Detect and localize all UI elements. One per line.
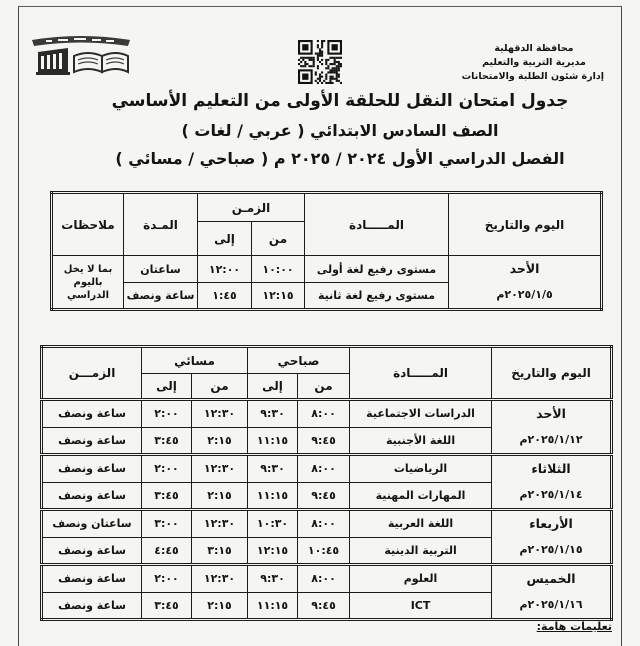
qr-module <box>325 78 327 80</box>
evening-from-cell: ٢:١٥ <box>192 482 248 510</box>
qr-module <box>325 82 327 84</box>
qr-module <box>338 65 340 67</box>
qr-module <box>321 55 323 57</box>
qr-module <box>304 65 306 67</box>
table-row <box>52 256 602 283</box>
subject-cell: ICT <box>350 592 492 620</box>
qr-module <box>302 65 304 67</box>
header-to: إلى <box>198 222 252 256</box>
duration-cell: ساعة ونصف <box>42 455 142 483</box>
qr-module <box>340 65 342 67</box>
term-subtitle: الفصل الدراسي الأول ٢٠٢٤ / ٢٠٢٥ م ( صباحي / مسائي ) <box>115 149 565 168</box>
qr-module <box>321 53 323 55</box>
high-level-exam-table <box>50 191 603 311</box>
qr-module <box>317 59 319 61</box>
qr-module <box>336 61 338 63</box>
qr-module <box>321 59 323 61</box>
qr-module <box>313 65 315 67</box>
qr-module <box>315 71 317 73</box>
table-row <box>42 455 612 483</box>
morning-to-cell: ١٠:٣٠ <box>248 510 298 538</box>
header-morning: صباحي <box>248 347 350 374</box>
day-date: ٢٠٢٥/١/١٢م <box>519 433 583 446</box>
morning-from-cell: ٩:٤٥ <box>298 427 350 455</box>
qr-module <box>298 59 300 61</box>
qr-module <box>329 69 331 71</box>
header-day-date: اليوم والتاريخ <box>449 193 602 256</box>
duration-cell: ساعة ونصف <box>42 400 142 428</box>
day-date: ٢٠٢٥/١/١٥م <box>519 543 583 556</box>
header-duration: الزمـــن <box>42 347 142 400</box>
morning-from-cell: ٩:٤٥ <box>298 592 350 620</box>
day-cell <box>492 400 612 455</box>
morning-to-cell: ١٢:١٥ <box>248 537 298 565</box>
qr-module <box>321 63 323 65</box>
evening-from-cell: ٢:١٥ <box>192 592 248 620</box>
qr-module <box>323 80 325 82</box>
table-row <box>42 565 612 593</box>
qr-module <box>300 61 302 63</box>
notes-cell: بما لا يخل باليوم الدراسي <box>52 256 124 310</box>
header-morning-to: إلى <box>248 374 298 400</box>
evening-from-cell: ٣:١٥ <box>192 537 248 565</box>
qr-module <box>332 71 334 73</box>
duration-cell: ساعة ونصف <box>42 427 142 455</box>
morning-to-cell: ١١:١٥ <box>248 592 298 620</box>
duration-cell: ساعة ونصف <box>42 482 142 510</box>
qr-module <box>315 53 317 55</box>
qr-module <box>336 67 338 69</box>
qr-module <box>317 40 319 42</box>
day-cell <box>449 256 602 310</box>
qr-module <box>317 78 319 80</box>
from-cell: ١٢:١٥ <box>252 283 305 310</box>
qr-module <box>308 57 310 59</box>
evening-to-cell: ٣:٤٥ <box>142 427 192 455</box>
qr-module <box>334 69 336 71</box>
qr-module <box>300 57 302 59</box>
qr-module <box>317 44 319 46</box>
qr-module <box>329 76 331 78</box>
qr-module <box>321 44 323 46</box>
qr-module <box>317 67 319 69</box>
qr-module <box>317 82 319 84</box>
duration-cell: ساعة ونصف <box>42 592 142 620</box>
qr-module <box>334 59 336 61</box>
day-name: الأربعاء <box>529 516 573 531</box>
header-morning-from: من <box>298 374 350 400</box>
table-header-row <box>42 347 612 374</box>
qr-module <box>338 69 340 71</box>
qr-module <box>304 63 306 65</box>
qr-module <box>321 40 323 42</box>
qr-module <box>319 61 321 63</box>
qr-module <box>315 80 317 82</box>
qr-module <box>311 59 313 61</box>
day-name: الثلاثاء <box>531 461 571 476</box>
qr-module <box>313 59 315 61</box>
morning-from-cell: ٨:٠٠ <box>298 455 350 483</box>
evening-from-cell: ١٢:٣٠ <box>192 455 248 483</box>
qr-module <box>340 82 342 84</box>
qr-module <box>327 65 329 67</box>
day-date: ٢٠٢٥/١/١٤م <box>519 488 583 501</box>
qr-module <box>317 46 319 48</box>
qr-module <box>336 69 338 71</box>
qr-module <box>302 59 304 61</box>
exam-schedule-table <box>40 345 613 621</box>
governorate-logo-icon <box>28 32 134 78</box>
subject-cell: العلوم <box>350 565 492 593</box>
header-duration: المـدة <box>124 193 198 256</box>
evening-to-cell: ٢:٠٠ <box>142 400 192 428</box>
qr-module <box>304 61 306 63</box>
qr-module <box>327 71 329 73</box>
qr-module <box>321 76 323 78</box>
header-evening-to: إلى <box>142 374 192 400</box>
qr-module <box>332 67 334 69</box>
qr-module <box>313 57 315 59</box>
day-cell <box>492 510 612 565</box>
authority-line: مديرية التربية والتعليم <box>482 57 586 68</box>
qr-module <box>332 76 334 78</box>
qr-module <box>338 57 340 59</box>
qr-module <box>321 46 323 48</box>
qr-module <box>336 71 338 73</box>
qr-module <box>313 61 315 63</box>
qr-module <box>325 67 327 69</box>
qr-module <box>329 80 331 82</box>
evening-to-cell: ٣:٤٥ <box>142 592 192 620</box>
qr-module <box>321 71 323 73</box>
qr-module <box>332 82 334 84</box>
qr-module <box>325 76 327 78</box>
morning-to-cell: ٩:٣٠ <box>248 455 298 483</box>
qr-module <box>332 78 334 80</box>
qr-module <box>327 67 329 69</box>
evening-from-cell: ١٢:٣٠ <box>192 400 248 428</box>
qr-module <box>308 65 310 67</box>
qr-module <box>313 63 315 65</box>
subject-cell: مستوى رفيع لغة ثانية <box>305 283 449 310</box>
qr-module <box>329 78 331 80</box>
morning-to-cell: ١١:١٥ <box>248 482 298 510</box>
evening-to-cell: ٢:٠٠ <box>142 455 192 483</box>
evening-to-cell: ٣:٤٥ <box>142 482 192 510</box>
qr-module <box>334 63 336 65</box>
qr-module <box>336 76 338 78</box>
qr-module <box>325 61 327 63</box>
header-notes: ملاحظات <box>52 193 124 256</box>
duration-cell: ساعتان ونصف <box>42 510 142 538</box>
table-row <box>42 400 612 428</box>
qr-module <box>298 63 300 65</box>
qr-module <box>336 57 338 59</box>
qr-module <box>302 74 308 80</box>
qr-module <box>319 80 321 82</box>
qr-module <box>332 69 334 71</box>
qr-module <box>332 63 334 65</box>
authority-line: إدارة شئون الطلبة والامتحانات <box>461 71 604 82</box>
qr-module <box>338 67 340 69</box>
qr-module <box>334 78 336 80</box>
qr-code-icon <box>298 40 342 84</box>
qr-module <box>319 55 321 57</box>
grade-subtitle: الصف السادس الابتدائي ( عربي / لغات ) <box>181 121 499 140</box>
qr-module <box>321 42 323 44</box>
morning-to-cell: ٩:٣٠ <box>248 565 298 593</box>
morning-from-cell: ٨:٠٠ <box>298 510 350 538</box>
header-time: الزمـن <box>198 193 305 222</box>
qr-module <box>329 71 331 73</box>
morning-from-cell: ٨:٠٠ <box>298 565 350 593</box>
day-name: الأحد <box>509 261 540 276</box>
qr-module <box>317 57 319 59</box>
subject-cell: اللغة العربية <box>350 510 492 538</box>
qr-module <box>311 65 313 67</box>
qr-module <box>336 80 338 82</box>
header-evening: مسائي <box>142 347 248 374</box>
to-cell: ١٢:٠٠ <box>198 256 252 283</box>
qr-module <box>336 74 338 76</box>
qr-module <box>334 61 336 63</box>
qr-module <box>332 57 334 59</box>
qr-module <box>319 74 321 76</box>
qr-module <box>334 71 336 73</box>
duration-cell: ساعة ونصف <box>42 565 142 593</box>
qr-module <box>317 53 319 55</box>
subject-cell: مستوى رفيع لغة أولى <box>305 256 449 283</box>
duration-cell: ساعة ونصف <box>124 283 198 310</box>
qr-module <box>319 48 321 50</box>
authority-line: محافظة الدقهلية <box>494 43 574 54</box>
qr-module <box>325 63 327 65</box>
qr-module <box>336 65 338 67</box>
qr-module <box>325 59 327 61</box>
qr-module <box>300 65 302 67</box>
qr-module <box>304 57 306 59</box>
day-date: ٢٠٢٥/١/٥م <box>496 288 553 301</box>
qr-module <box>302 57 304 59</box>
evening-to-cell: ٤:٤٥ <box>142 537 192 565</box>
table-header-row <box>52 193 602 222</box>
qr-module <box>338 76 340 78</box>
qr-module <box>317 55 319 57</box>
qr-module <box>338 63 340 65</box>
morning-to-cell: ١١:١٥ <box>248 427 298 455</box>
from-cell: ١٠:٠٠ <box>252 256 305 283</box>
qr-module <box>329 82 331 84</box>
subject-cell: اللغة الأجنبية <box>350 427 492 455</box>
qr-module <box>315 74 317 76</box>
issuing-authority <box>461 42 604 84</box>
qr-module <box>329 63 331 65</box>
qr-module <box>319 53 321 55</box>
evening-to-cell: ٢:٠٠ <box>142 565 192 593</box>
qr-module <box>329 57 331 59</box>
header-subject: المـــــادة <box>350 347 492 400</box>
qr-module <box>317 65 319 67</box>
qr-module <box>327 82 329 84</box>
qr-module <box>334 67 336 69</box>
qr-module <box>332 44 338 50</box>
qr-module <box>336 78 338 80</box>
morning-to-cell: ٩:٣٠ <box>248 400 298 428</box>
qr-module <box>311 57 313 59</box>
day-name: الخميس <box>526 571 576 586</box>
morning-from-cell: ٨:٠٠ <box>298 400 350 428</box>
qr-module <box>321 82 323 84</box>
morning-from-cell: ١٠:٤٥ <box>298 537 350 565</box>
duration-cell: ساعتان <box>124 256 198 283</box>
qr-module <box>340 57 342 59</box>
table-row <box>42 510 612 538</box>
header-from: من <box>252 222 305 256</box>
qr-module <box>334 57 336 59</box>
page-title: جدول امتحان النقل للحلقة الأولى من التعليم الأساسي <box>111 91 569 111</box>
header-subject: المـــــادة <box>305 193 449 256</box>
duration-cell: ساعة ونصف <box>42 537 142 565</box>
qr-module <box>325 74 327 76</box>
qr-module <box>302 44 308 50</box>
qr-module <box>319 50 321 52</box>
qr-module <box>338 61 340 63</box>
evening-from-cell: ١٢:٣٠ <box>192 510 248 538</box>
instructions-label: تعليمات هامة: <box>536 620 612 633</box>
qr-module <box>338 80 340 82</box>
day-cell <box>492 565 612 620</box>
subject-cell: الرياضيات <box>350 455 492 483</box>
subject-cell: الدراسات الاجتماعية <box>350 400 492 428</box>
qr-module <box>308 59 310 61</box>
qr-module <box>323 40 325 42</box>
qr-module <box>319 78 321 80</box>
subject-cell: المهارات المهنية <box>350 482 492 510</box>
evening-from-cell: ٢:١٥ <box>192 427 248 455</box>
qr-module <box>327 59 329 61</box>
to-cell: ١:٤٥ <box>198 283 252 310</box>
qr-module <box>340 63 342 65</box>
day-date: ٢٠٢٥/١/١٦م <box>519 598 583 611</box>
qr-module <box>338 74 340 76</box>
subject-cell: التربية الدينية <box>350 537 492 565</box>
evening-to-cell: ٣:٠٠ <box>142 510 192 538</box>
header-day-date: اليوم والتاريخ <box>492 347 612 400</box>
day-cell <box>492 455 612 510</box>
evening-from-cell: ١٢:٣٠ <box>192 565 248 593</box>
qr-module <box>306 57 308 59</box>
qr-module <box>319 76 321 78</box>
morning-from-cell: ٩:٤٥ <box>298 482 350 510</box>
day-name: الأحد <box>536 406 566 421</box>
qr-module <box>321 50 323 52</box>
header-evening-from: من <box>192 374 248 400</box>
qr-module <box>306 63 308 65</box>
